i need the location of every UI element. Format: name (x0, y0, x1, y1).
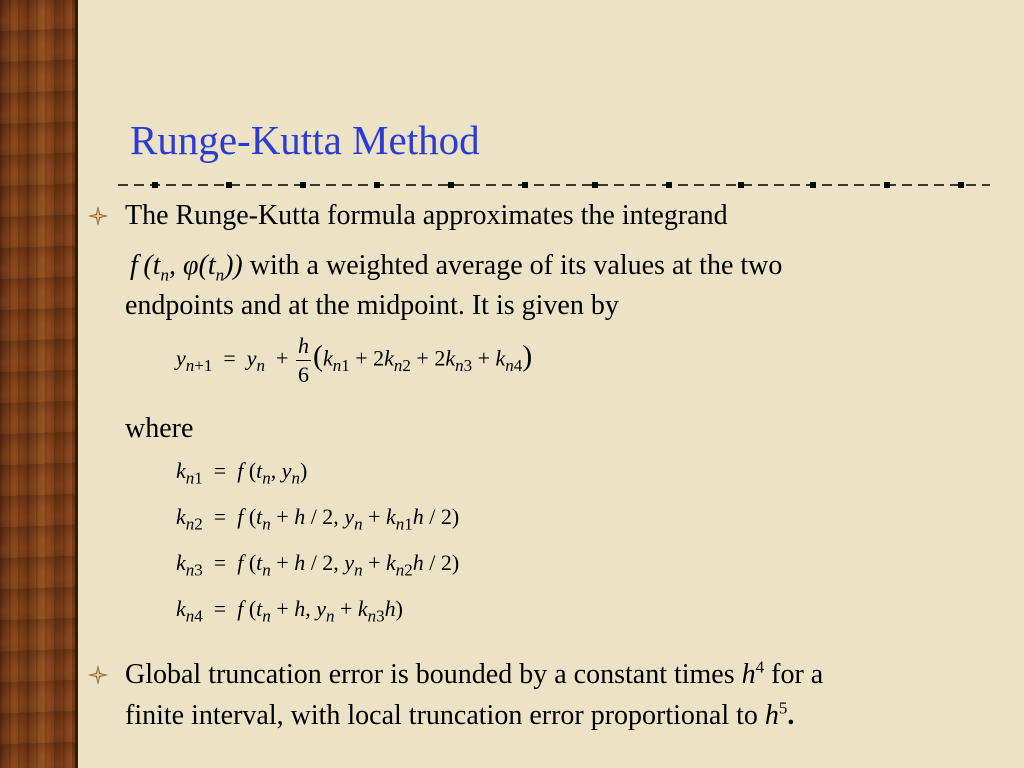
bullet2-line1-end: for a (764, 659, 824, 690)
bullet1-line2 (130, 246, 782, 286)
bullet2-line1-text: Global truncation error is bounded by a constant times (125, 659, 742, 690)
bullet1-line2-text: with a weighted average of its values at the two (242, 250, 783, 281)
bullet2-line2-text: finite interval, with local truncation error proportional to (125, 700, 765, 731)
compass-star-icon (88, 206, 108, 226)
bullet1-line1: The Runge-Kutta formula approximates the integrand (125, 200, 728, 231)
integrand-expression: f ($t_n$, $\varphi(t_n)$) (130, 250, 243, 285)
k3-equation: $k_{n3} = f$ ($t_n + h / 2$, $y_n + k_{n2}h / 2$) (176, 550, 460, 580)
title-divider (118, 181, 990, 189)
compass-star-icon (88, 665, 108, 685)
bullet2-line2: finite interval, with local truncation error proportional to $h^5$. (125, 698, 795, 731)
wood-border (0, 0, 78, 768)
slide-title: Runge-Kutta Method (130, 117, 480, 163)
where-label: where (125, 413, 194, 444)
bullet1-line3: endpoints and at the midpoint. It is given by (125, 290, 619, 321)
k4-equation: $k_{n4} = f$ ($t_n + h$, $y_n + k_{n3}h$) (176, 596, 403, 626)
k2-equation: $k_{n2} = f$ ($t_n + h / 2$, $y_n + k_{n1}h / 2$) (176, 504, 460, 534)
k1-equation: $k_{n1} = f$ ($t_n$, $y_n$) (176, 458, 308, 488)
bullet2-line1: Global truncation error is bounded by a constant times $h^4$ for a (125, 657, 824, 690)
bullet2-period: . (787, 700, 795, 731)
rk4-update-equation: $y_{n+1} = y_n$ + $\frac{h}{6}$ $(k_{n1} + 2k_{n2} + 2k_{n3} + k_{n4})$ (176, 333, 533, 387)
